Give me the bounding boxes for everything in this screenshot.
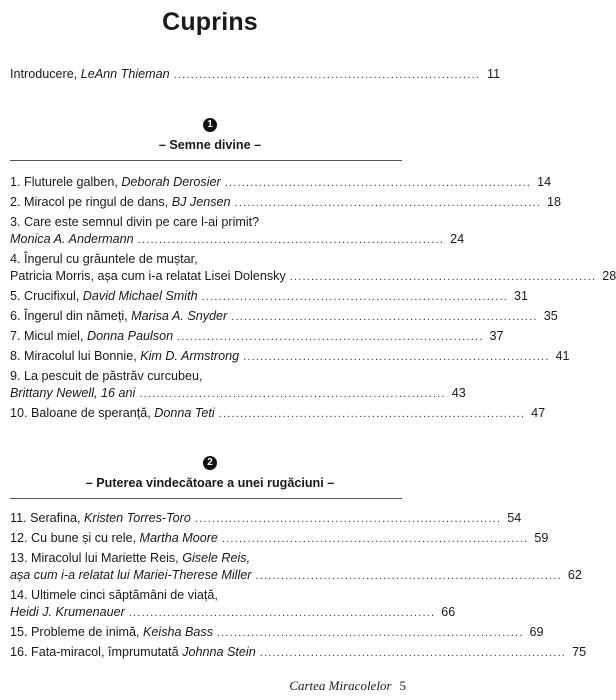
entry-title: 3. Care este semnul divin pe care l-ai primit?: [10, 215, 260, 229]
dot-leader: ........................................................................: [231, 311, 538, 323]
dot-leader: ........................................................................: [217, 627, 524, 639]
dot-leader: ........................................................................: [255, 570, 562, 582]
toc-entry: [10, 328, 504, 346]
entry-author: Donna Paulson: [86, 329, 174, 343]
entry-author: Martha Moore: [139, 531, 218, 545]
entry-page: 31: [514, 289, 529, 303]
section-number-badge: 2: [203, 456, 217, 470]
dot-leader: ........................................................................: [259, 647, 567, 659]
entry-title: 14. Ultimele cinci săptămâni de viață,: [10, 588, 218, 602]
footer-page-number: 5: [399, 678, 406, 693]
entry-author: Brittany Newell, 16 ani: [10, 386, 136, 400]
toc-entry: [10, 405, 546, 423]
entry-title: Introducere,: [10, 67, 81, 81]
entry-page: 69: [529, 625, 544, 639]
entry-title: 7. Micul miel,: [10, 329, 87, 343]
dot-leader: ........................................................................: [177, 331, 484, 343]
toc-entry: [10, 308, 558, 326]
dot-leader: ........................................................................: [201, 291, 509, 303]
entry-author: LeAnn Thieman: [80, 67, 170, 81]
entry-page: 24: [450, 232, 465, 246]
dot-leader: ........................................................................: [137, 234, 445, 246]
dot-leader: ........................................................................: [128, 607, 436, 619]
entry-author: David Michael Smith: [82, 289, 198, 303]
entry-title: 13. Miracolul lui Mariette Reis,: [10, 551, 183, 565]
entry-page: 59: [534, 531, 549, 545]
entry-title: 1. Fluturele galben,: [10, 175, 122, 189]
entry-author: Kristen Torres-Toro: [83, 511, 191, 525]
dot-leader: ........................................................................: [289, 271, 597, 283]
entry-page: 41: [555, 349, 570, 363]
toc-entry: [10, 510, 522, 528]
section-title: – Semne divine –: [158, 138, 262, 152]
page-footer: [289, 678, 406, 694]
entry-title: 6. Îngerul din nămeți,: [10, 309, 132, 323]
entry-title: 12. Cu bune și cu rele,: [10, 531, 140, 545]
entry-author: Marisa A. Snyder: [131, 309, 228, 323]
entry-page: 75: [572, 645, 587, 659]
dot-leader: ........................................................................: [194, 513, 502, 525]
toc-entry: [10, 194, 561, 212]
entry-page: 47: [531, 406, 546, 420]
entry-author: Keisha Bass: [143, 625, 214, 639]
toc-entry: [10, 368, 466, 403]
entry-page: 28: [602, 269, 616, 283]
entry-title: 16. Fata-miracol, împrumutată: [10, 645, 183, 659]
section-divider: [10, 498, 402, 499]
entry-author: Johnna Stein: [182, 645, 256, 659]
entry-author: Monica A. Andermann: [10, 232, 134, 246]
entry-author: Patricia Morris, așa cum i-a relatat Lisei Dolensky: [10, 269, 286, 283]
entry-page: 54: [507, 511, 522, 525]
toc-entry: [10, 251, 616, 286]
entry-page: 66: [441, 605, 456, 619]
toc-entry: [10, 348, 570, 366]
toc-entry: [10, 174, 552, 192]
dot-leader: ........................................................................: [218, 408, 526, 420]
entry-author: Kim D. Armstrong: [140, 349, 240, 363]
entry-title: 10. Baloane de speranță,: [10, 406, 155, 420]
entry-page: 37: [489, 329, 504, 343]
entry-title: 9. La pescuit de păstrăv curcubeu,: [10, 369, 203, 383]
entry-author: Donna Teti: [154, 406, 215, 420]
entry-title: 11. Serafina,: [10, 511, 84, 525]
toc-entry: [10, 644, 587, 662]
entry-title: 15. Probleme de inimă,: [10, 625, 144, 639]
toc-entry: [10, 288, 529, 306]
section-divider: [10, 160, 402, 161]
dot-leader: ........................................................................: [173, 69, 481, 81]
toc-entry-intro: [10, 66, 501, 84]
entry-page: 18: [546, 195, 561, 209]
entry-page: 35: [543, 309, 558, 323]
entry-page: 62: [567, 568, 582, 582]
footer-book-title: Cartea Miracolelor: [289, 678, 392, 693]
entry-author: Heidi J. Krumenauer: [10, 605, 125, 619]
toc-entry: [10, 214, 465, 249]
dot-leader: ........................................................................: [221, 533, 529, 545]
section-number-badge: 1: [203, 118, 217, 132]
entry-author: BJ Jensen: [171, 195, 231, 209]
toc-entry: [10, 530, 549, 548]
dot-leader: ........................................................................: [224, 177, 532, 189]
entry-author: așa cum i-a relatat lui Mariei-Therese Miller: [10, 568, 252, 582]
toc-entry: [10, 587, 456, 622]
page-title: Cuprins: [162, 8, 258, 36]
dot-leader: ........................................................................: [139, 388, 446, 400]
dot-leader: ........................................................................: [234, 197, 541, 209]
toc-entry: [10, 624, 544, 642]
entry-page: 14: [537, 175, 552, 189]
entry-page: 11: [487, 67, 501, 81]
section-title: – Puterea vindecătoare a unei rugăciuni –: [85, 476, 335, 490]
entry-title: 2. Miracol pe ringul de dans,: [10, 195, 172, 209]
entry-title: 5. Crucifixul,: [10, 289, 83, 303]
toc-entry: [10, 550, 582, 585]
entry-title: 8. Miracolul lui Bonnie,: [10, 349, 141, 363]
entry-author: Gisele Reis,: [182, 551, 251, 565]
entry-author: Deborah Derosier: [121, 175, 221, 189]
entry-page: 43: [451, 386, 466, 400]
entry-title: 4. Îngerul cu grăuntele de muștar,: [10, 252, 198, 266]
dot-leader: ........................................................................: [243, 351, 550, 363]
